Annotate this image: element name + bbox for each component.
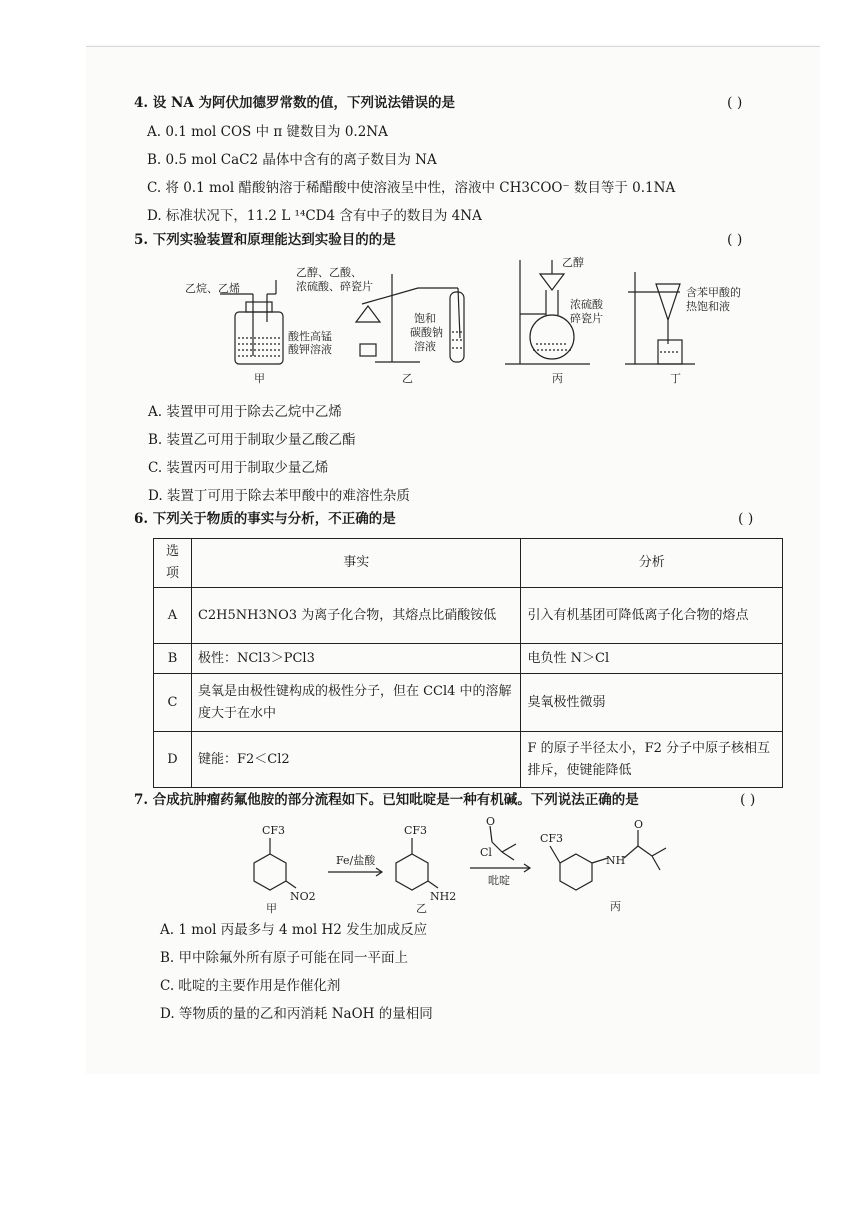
- row-option: C: [154, 674, 192, 732]
- bing-benzene-ring: [560, 854, 592, 890]
- yi-cf3: CF3: [404, 824, 428, 837]
- label-benzoic-2: 热饱和液: [686, 300, 730, 313]
- q5-answer-paren: ( ): [727, 232, 743, 248]
- row-analysis: 引入有机基团可降低离子化合物的熔点: [521, 588, 783, 644]
- q6-stem: 6. 下列关于物质的事实与分析，不正确的是: [134, 511, 396, 527]
- row-fact: 极性：NCl3＞PCl3: [191, 644, 521, 674]
- label-jia: 甲: [254, 372, 265, 385]
- bing-label: 丙: [610, 900, 621, 913]
- q6-table: [153, 538, 783, 788]
- label-h2so4-1: 浓硫酸: [570, 298, 603, 311]
- row-analysis: 电负性 N＞Cl: [521, 644, 783, 674]
- q7-reaction-scheme: [240, 816, 700, 916]
- q5-option-a: A. 装置甲可用于除去乙烷中乙烯: [148, 404, 342, 420]
- reagent-pyridine: 吡啶: [488, 874, 510, 887]
- acyl-o: O: [486, 816, 496, 828]
- q6-answer-paren: ( ): [738, 511, 754, 527]
- table-row: [154, 732, 783, 788]
- header-fact: 事实: [191, 539, 521, 588]
- bing-o: O: [634, 818, 644, 831]
- table-header-row: [154, 539, 783, 588]
- jia-benzene-ring: [254, 854, 286, 890]
- label-ding: 丁: [670, 372, 681, 385]
- q4-option-d: D. 标准状况下，11.2 L ¹⁴CD4 含有中子的数目为 4NA: [147, 208, 482, 224]
- label-gas-in: 乙烷、乙烯: [185, 282, 240, 295]
- yi-nh2: NH2: [430, 890, 457, 903]
- table-row: [154, 588, 783, 644]
- row-analysis: 臭氧极性微弱: [521, 674, 783, 732]
- acyl-cl: Cl: [480, 846, 492, 859]
- label-h2so4-2: 碎瓷片: [570, 312, 603, 325]
- row-fact: 臭氧是由极性键构成的极性分子，但在 CCl4 中的溶解度大于在水中: [191, 674, 521, 732]
- label-yi-reagents-2: 浓硫酸、碎瓷片: [296, 280, 373, 293]
- q5-option-d: D. 装置丁可用于除去苯甲酸中的难溶性杂质: [148, 488, 410, 504]
- q7-option-c: C. 吡啶的主要作用是作催化剂: [160, 978, 341, 994]
- q4-option-a: A. 0.1 mol COS 中 π 键数目为 0.2NA: [147, 124, 388, 140]
- table-row: [154, 674, 783, 732]
- header-analysis: 分析: [521, 539, 783, 588]
- yi-benzene-ring: [396, 854, 428, 890]
- label-na2co3-1: 饱和: [414, 312, 436, 325]
- row-fact: C2H5NH3NO3 为离子化合物，其熔点比硝酸铵低: [191, 588, 521, 644]
- table-row: [154, 644, 783, 674]
- q7-answer-paren: ( ): [740, 792, 756, 808]
- q4-option-c: C. 将 0.1 mol 醋酸钠溶于稀醋酸中使溶液呈中性，溶液中 CH3COO⁻ 数目等于 0.1NA: [147, 180, 676, 196]
- q7-stem: 7. 合成抗肿瘤药氟他胺的部分流程如下。已知吡啶是一种有机碱。下列说法正确的是: [134, 792, 639, 808]
- jia-label: 甲: [266, 902, 277, 915]
- yi-label: 乙: [416, 902, 427, 915]
- q4-option-b: B. 0.5 mol CaC2 晶体中含有的离子数目为 NA: [147, 152, 437, 168]
- row-analysis: F 的原子半径太小，F2 分子中原子核相互排斥，使键能降低: [521, 732, 783, 788]
- q5-stem: 5. 下列实验装置和原理能达到实验目的的是: [134, 232, 396, 248]
- q5-option-c: C. 装置丙可用于制取少量乙烯: [148, 460, 329, 476]
- q7-option-b: B. 甲中除氟外所有原子可能在同一平面上: [160, 950, 409, 966]
- q4-answer-paren: ( ): [727, 95, 743, 111]
- row-option: B: [154, 644, 192, 674]
- label-benzoic-1: 含苯甲酸的: [686, 286, 741, 299]
- label-yi: 乙: [402, 372, 413, 385]
- page-top-rule: [86, 46, 820, 47]
- label-bing: 丙: [552, 372, 563, 385]
- q4-stem: 4. 设 NA 为阿伏加德罗常数的值，下列说法错误的是: [134, 95, 456, 111]
- jia-cf3: CF3: [262, 824, 286, 837]
- apparatus-ding: [625, 272, 695, 364]
- label-na2co3-3: 溶液: [414, 340, 436, 353]
- row-fact: 键能：F2＜Cl2: [191, 732, 521, 788]
- q7-option-a: A. 1 mol 丙最多与 4 mol H2 发生加成反应: [160, 922, 428, 938]
- label-na2co3-2: 碳酸钠: [410, 326, 443, 339]
- reagent-fe-hcl: Fe/盐酸: [336, 854, 376, 867]
- bing-nh: NH: [606, 854, 626, 867]
- jia-no2: NO2: [290, 890, 316, 903]
- q5-apparatus-figure: [180, 252, 750, 388]
- header-option: 选项: [154, 539, 192, 588]
- label-kmno4-1: 酸性高锰: [288, 330, 332, 343]
- bing-cf3: CF3: [540, 832, 564, 845]
- q7-option-d: D. 等物质的量的乙和丙消耗 NaOH 的量相同: [160, 1006, 433, 1022]
- row-option: A: [154, 588, 192, 644]
- label-yi-reagents-1: 乙醇、乙酸、: [296, 266, 362, 279]
- q5-option-b: B. 装置乙可用于制取少量乙酸乙酯: [148, 432, 356, 448]
- label-ethanol: 乙醇: [562, 256, 584, 269]
- row-option: D: [154, 732, 192, 788]
- label-kmno4-2: 酸钾溶液: [288, 343, 332, 356]
